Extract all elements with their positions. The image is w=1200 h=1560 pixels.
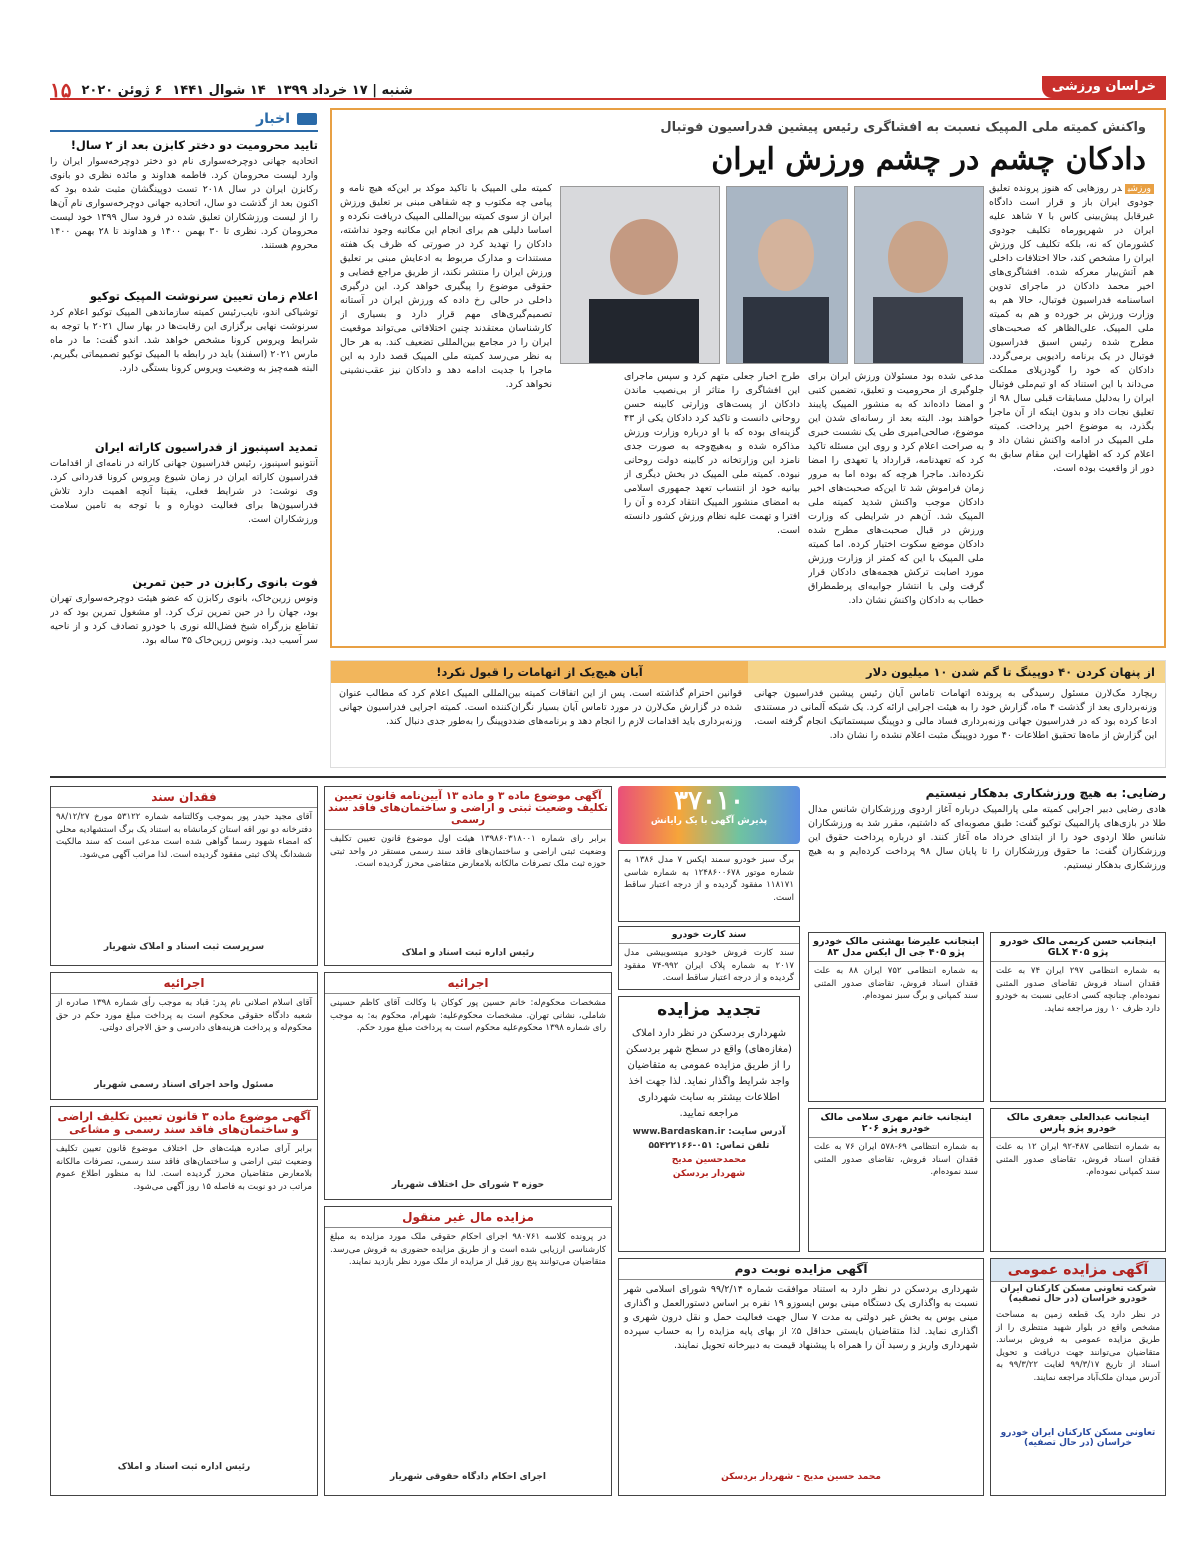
auction-second-ad — [618, 1258, 984, 1496]
news-headline: رضایی: به هیچ ورزشکاری بدهکار نیستیم — [925, 786, 1166, 800]
story-head-left: آبان هیچ‌یک از اتهامات را قبول نکرد! — [331, 661, 748, 683]
ad-text: در پرونده کلاسه ۹۸۰۷۶۱ اجرای احکام حقوقی ملک مورد مزایده به مبلغ کارشناسی ارزیابی شده است و از طریق مزایده حضوری به فروش می‌رسد. متقاضیان می‌توانند پنج روز قبل از مزایده از ملک مورد نظر بازدید نمایند. — [330, 1232, 607, 1267]
lost-document-ad — [50, 786, 318, 966]
article-column-3: طرح اخبار جعلی متهم کرد و سپس ماجرای این افشاگری را متاثر از بی‌نصیب ماندن دادکان از پست‌های وزارتی کابینه حسن روحانی دانست و تاکید کرد دادکان یکی از ۴۳ گزینه‌ای بوده که با او درباره وزارت ورزش مذاکره شده و به‌هیچ‌وجه به صورت جدی نامزد این وزارتخانه در کابینه دولت روحانی نبوده. کمیته ملی المپیک در بخش دیگری از بیانیه خود از انتساب تعهد جمهوری اسلامی به امضای منشور المپیک انتقاد کرده و آن را افترا و تهمت علیه نظام ورزش کشور دانسته است. — [624, 371, 800, 536]
notice-title: اینجانب حسن کریمی مالک خودرو پژو GLX ۴۰۵ — [991, 933, 1165, 962]
ad-title: آگهی موضوع ماده ۳ و ماده ۱۳ آیین‌نامه قانون تعیین تکلیف وضعیت ثبتی و اراضی و ساختمان‌های فاقد سند رسمی — [325, 787, 611, 830]
column-1-text: در روزهایی که هنوز پرونده تعلیق جودوی ایران باز و قرار است دادگاه غیرقابل پیش‌بینی کاس با ۷ شاهد علیه ایران در شهریورماه تکلیف جودوی کشورمان که نه، بلکه تکلیف کل ورزش ایران را مشخص کند، حالا اختلافات داخلی هم آتش‌بیار معرکه شده. افشاگری‌های اخیر محمد دادکان در ماجرای تدوین اساسنامه فدراسیون فوتبال، حالا هم به وزارت ورزش بر خورده و هم به کمیته ملی المپیک. علی‌الظاهر که صحبت‌های مطرح شده رئیس اسبق فدراسیون فوتبال در یک برنامه رادیویی برمی‌گردد. دادکان که خود را گودزیلای مملکت می‌داند با این استناد که او تیم‌ملی فوتبال ایران را به‌دلیل مسابقات قبلی سال ۹۸ از تعلیق نجات داد و بدون اینکه از آن ماجرا بگذرد، به موضوع اخیر پرداخت. کمیته ملی المپیک در ادامه واکنش نشان داد و اعلام کرد که اظهارات این مقام سابق به دور از واقعیت بوده است. — [989, 183, 1154, 474]
main-article — [330, 108, 1166, 648]
land-law-ad-2 — [324, 786, 612, 966]
story-headers — [331, 661, 1165, 683]
notice-text: به شماره انتظامی ۶۹-۵۷۸ ایران ۷۶ به علت فقدان اسناد فروش، تقاضای صدور المثنی سند نموده‌ام. — [814, 1142, 979, 1177]
car-notice — [618, 850, 800, 922]
news-headline: فوت بانوی رکابزن در حین تمرین — [132, 575, 318, 589]
ad-text: آقای اسلام اصلانی نام پدر: قباد به موجب رأی شماره ۱۳۹۸ صادره از شعبه دادگاه حقوقی محکوم است به پرداخت مبلغ مورد حکم در حق محکوم‌له و پرداخت هزینه‌های دادرسی و حق الاجرای دولتی. — [56, 998, 312, 1033]
section-divider — [50, 776, 1166, 778]
ad-text: شهرداری بردسکن در نظر دارد به استناد موافقت شماره ۹۹/۲/۱۴ شورای اسلامی شهر نسبت به واگذاری یک دستگاه مینی بوس ایسوزو ۱۹ نفره بر اساس دستورالعمل و اگذاری مینی بوس به بخش غیر دولتی به مدت ۷ سال جهت فعالیت حمل و نقل درون شهری و اگذاری نماید. لذا متقاضیان بایستی حداقل ۵٪ از بهای پایه مزایده را به حساب سپرده شهرداری واریز و رسید آن را همراه با پیشنهاد قیمت به دبیرخانه تحویل نمایند. — [624, 1284, 978, 1351]
news-headline: تایید محرومیت دو دختر کابزن بعد از ۲ سال! — [70, 138, 318, 152]
story-body-right: ریچارد مک‌لارن مسئول رسیدگی به پرونده اتهامات تاماس آیان رئیس پیشین فدراسیون جهانی وزنه‌برداری بعد از گذشت ۴ ماه، گزارش خود را به هیئت اجرایی ارائه کرد. یک شبکه آلمانی در مستندی ادعا کرده بود که در فدراسیون جهانی وزنه‌برداری فساد مالی و دوپینگ سیستماتیک انجام گرفته است. این گزارش از ماه‌ها تحقیق اطلاعات ۴۰ مورد دوپینگ مثبت اعلام نشده را نشان داد. — [754, 688, 1157, 741]
property-auction-ad — [324, 1206, 612, 1496]
ad-text: در نظر دارد یک قطعه زمین به مساحت مشخص واقع در بلوار شهید منتظری را از طریق مزایده عمومی به فروش برساند. متقاضیان می‌توانند جهت دریافت و تحویل اسناد از تاریخ ۹۹/۳/۱۷ لغایت ۹۹/۳/۲۲ به آدرس میدان ملک‌آباد مراجعه نمایند. — [996, 1310, 1160, 1383]
notice-text: برگ سبز خودرو سمند ایکس ۷ مدل ۱۳۸۶ به شماره موتور ۱۲۴۸۶۰۰۶۷۸ به شماره شاسی ۱۱۸۱۷۱ مفقود گردیده و از درجه اعتبار ساقط است. — [624, 855, 795, 903]
page-header — [50, 76, 1166, 100]
date-line — [50, 78, 413, 102]
public-auction-ad — [990, 1258, 1166, 1496]
article-column-2: مدعی شده بود مسئولان ورزش ایران برای جلوگیری از محرومیت و تعلیق، تضمین کتبی و امضا داده‌اند که به منشور المپیک پایبند خواهند بود. البته بعد از رسانه‌ای شدن این موضوع، صالحی‌امیری طی یک نشست خبری به صراحت اعلام کرد و روی این مسئله تاکید کرد که تعهدنامه، قرارداد یا تعهدی را امضا نکرده‌اند. ماجرا هرچه که بوده اما به مرور زمان فراموش شد تا این‌که صحبت‌های اخیر دادکان موجب واکنش شدید کمیته ملی المپیک شد. آن‌هم در شرایطی که وزارت ورزش در قبال صحبت‌های مطرح شده دادکان موضع سکوت اختیار کرده. اما کمیته ملی المپیک با این که کمتر از وزارت ورزش مورد اصابت ترکش هجمه‌های دادکان قرار گرفت ولی با انتشار جوابیه‌ای پرطمطراق خطاب به دادکان واکنش نشان داد. — [808, 371, 984, 606]
article-column-1 — [989, 182, 1154, 642]
ad-phone: تلفن تماس: ۰۵۱-۵۵۴۲۲۱۶۶ — [648, 1141, 770, 1151]
news-body: ونوس زرین‌خاک، بانوی رکابزن که عضو هیئت دوچرخه‌سواری تهران بود، جهان را در حین تمرین ترک کرد. او مشغول تمرین بود که در تقاطع بزرگراه شیخ فضل‌الله نوری با خودرو تصادف کرد و از ناحیه سر آسیب دید. ونوس زرین‌خاک ۳۵ ساله بود. — [50, 593, 318, 646]
ad-sign: سرپرست ثبت اسناد و املاک شهریار — [103, 942, 265, 952]
ad-title: تجدید مزایده — [657, 1000, 761, 1020]
auction-ad — [618, 996, 800, 1252]
news-header — [50, 108, 318, 132]
ad-text: شهرداری بردسکن در نظر دارد املاک (مغازه‌های) واقع در سطح شهر بردسکن را از طریق مزایده عمومی به متقاضیان واجد شرایط واگذار نماید. لذا جهت اخذ اطلاعات بیشتر به سایت شهرداری مراجعه نمایید. — [626, 1028, 792, 1119]
news-body: اتحادیه جهانی دوچرخه‌سواری نام دو دختر دوچرخه‌سوار ایران را وارد لیست محرومان کرد. فاطمه هداوند و مائده نظری دو بانوی رکابزن ایران در سال ۲۰۱۸ تست دوپینگشان مثبت شده بود که اکنون بعد از گذشت دو سال، اتحادیه جهانی دوچرخه‌سواری نام آن‌ها را از لیست ورزشکاران تعلیق شده در فرود سال ۱۳۹۹ خود لیست محرومان کرد. نظری تا ۳۰ بهمن ۱۴۰۰ و هداوند تا ۲۸ بهمن ۱۴۰۰ محروم هستند. — [50, 156, 318, 251]
notice-text: به شماره انتظامی ۲۹۷ ایران ۷۴ به علت فقدان اسناد فروش تقاضای صدور المثنی نموده‌ام. چنانچه کسی ادعایی نسبت به خودرو دارد ظرف ۱۰ روز مراجعه نماید. — [996, 966, 1160, 1014]
ad-sign-name: محمدحسین مدیح — [671, 1155, 747, 1165]
ad-sign: تعاونی مسکن کارکنان ایران خودرو خراسان (در حال تصفیه) — [1000, 1428, 1156, 1448]
ad-sign: حوزه ۳ شورای حل اختلاف شهریار — [391, 1180, 545, 1190]
news-headline: تمدید اسپنبوز از فدراسیون کاراته ایران — [94, 440, 318, 454]
news-body: هادی رضایی دبیر اجرایی کمیته ملی پارالمپیک درباره آغاز اردوی ورزشکاران شانس مدال طلا در بازی‌های پارالمپیک توکیو گفت: طبق مصوبه‌ای که داشتیم، مقرر شد به ورزشکاران شانس طلا اردوی خود را از ابتدای خرداد ماه آغاز کنند. او درباره پرداخت حقوق این ورزشکاران گفت: ما حقوق ورزشکاران را تا پایان سال ۹۸ پرداخت کرده‌ایم و به هیچ ورزشکاری بدهکار نیستیم. — [808, 804, 1166, 871]
article-title: دادکان چشم در چشم ورزش ایران — [711, 142, 1146, 177]
execution-ad — [50, 972, 318, 1100]
ad-title: فقدان سند — [51, 787, 317, 808]
execution-ad-2 — [324, 972, 612, 1200]
promo-number: ۳۷۰۱۰ — [674, 786, 744, 816]
ad-text: برابر رای شماره ۱۳۹۸۶۰۳۱۸۰۰۱ هیئت اول موضوع قانون تعیین تکلیف وضعیت ثبتی اراضی و ساختمان‌های فاقد سند رسمی مستقر در واحد ثبتی حوزه ثبت ملک تصرفات مالکانه بلامعارض متقاضی محرز گردیده است. — [330, 834, 606, 869]
ad-site: آدرس سایت: www.Bardaskan.ir — [632, 1127, 786, 1137]
ad-title: اجرائیه — [325, 973, 611, 994]
notice-title: اینجانب علیرضا بهشتی مالک خودرو پژو ۴۰۵ جی ال ایکس مدل ۸۳ — [809, 933, 983, 962]
story-head-right: از پنهان کردن ۴۰ دوپینگ تا گم شدن ۱۰ میلیون دلار — [748, 661, 1165, 683]
weightlifting-story — [330, 660, 1166, 768]
news-sidebar — [50, 108, 318, 768]
date-persian: شنبه | ۱۷ خرداد ۱۳۹۹ — [275, 82, 413, 98]
date-hijri: ۱۴ شوال ۱۴۴۱ — [172, 82, 266, 98]
ad-text: برابر آرای صادره هیئت‌های حل اختلاف موضوع قانون تعیین تکلیف وضعیت ثبتی اراضی و ساختمان‌های فاقد سند رسمی، تصرفات مالکانه بلامعارض متقاضیان محرز گردیده است. لذا به منظور اطلاع عموم مراتب در دو نوبت به فاصله ۱۵ روز آگهی می‌شود. — [56, 1144, 312, 1192]
notice-title: اینجانب خانم مهری سلامی مالک خودرو پژو ۲۰۶ — [809, 1109, 983, 1138]
news-headline: اعلام زمان تعیین سرنوشت المپیک توکیو — [89, 289, 318, 303]
notice-text: به شماره انتظامی ۴۸۷-۹۲ ایران ۱۲ به علت فقدان اسناد فروش، تقاضای صدور المثنی سند کمپانی نموده‌ام. — [996, 1142, 1161, 1177]
ad-sign-title: شهردار بردسکن — [672, 1169, 746, 1179]
rezaei-news — [808, 786, 1166, 928]
ad-sign: رئیس اداره ثبت اسناد و املاک — [401, 948, 535, 958]
news-icon — [296, 111, 318, 127]
ad-sign: اجرای احکام دادگاه حقوقی شهریار — [389, 1472, 546, 1482]
story-body-left: قوانین احترام گذاشته است. پس از این اتفاقات کمیته بین‌المللی المپیک اعلام کرد که مطالب عنوان شده در گزارش مک‌لارن در مورد تاماس آیان بسیار نگران‌کننده است. کمیته اجرایی فدراسیون جهانی وزنه‌برداری باید اقدامات لازم را انجام دهد و برنامه‌های ضددوپینگ را به‌طور جدی دنبال کند. — [339, 688, 742, 727]
ad-sign: رئیس اداره ثبت اسناد و املاک — [117, 1462, 251, 1472]
ad-title: اجرائیه — [51, 973, 317, 994]
car-notice — [990, 932, 1166, 1102]
notice-title: اینجانب عبدالعلی جعفری مالک خودرو پژو پارس — [991, 1109, 1165, 1138]
ad-title: مزایده مال غیر منقول — [325, 1207, 611, 1228]
notice-text: سند کارت فروش خودرو میتسوبیشی مدل ۲۰۱۷ به شماره پلاک ایران ۹۹۲-۷۴ مفقود گردیده و از درجه اعتبار ساقط است. — [624, 948, 795, 983]
ad-title: آگهی مزایده نوبت دوم — [619, 1259, 983, 1280]
ad-text: مشخصات محکوم‌له: خانم حسین پور کوکان با وکالت آقای کاظم حسینی شاملی، نشانی تهران. مشخصات محکوم‌علیه: شهرام، محکوم به: به موجب رای شماره ۱۳۹۸ محکوم‌علیه محکوم است به پرداخت مبلغ مورد حکم. — [330, 998, 606, 1033]
promo-sub: پذیرش آگهی با یک رایانش — [650, 816, 768, 826]
car-notice — [808, 932, 984, 1102]
photo-person-1 — [854, 186, 984, 364]
news-body: توشیاکی اندو، نایب‌رئیس کمیته سازماندهی المپیک توکیو اعلام کرد سرنوشت نهایی برگزاری این رقابت‌ها در بهار سال ۲۰۲۱ با توجه به شرایط ویروس کرونا مشخص خواهد شد. اندو گفت: ما در ماه مارس ۲۰۲۱ (اسفند) باید در رابطه با المپیک توکیو تصمیماتی بگیریم. البته همه‌چیز به وضعیت ویروس کرونا بستگی دارد. — [50, 307, 318, 374]
ad-subtitle: شرکت تعاونی مسکن کارکنان ایران خودرو خراسان (در حال تصفیه) — [999, 1284, 1157, 1304]
land-law-ad — [50, 1106, 318, 1496]
photo-person-2 — [726, 186, 848, 364]
section-badge: ورزشی — [1125, 184, 1154, 194]
sms-promo — [618, 786, 800, 844]
ad-sign: محمد حسین مدیح - شهردار بردسکن — [721, 1472, 881, 1482]
date-gregorian: ۶ ژوئن ۲۰۲۰ — [81, 82, 163, 98]
article-column-4: کمیته ملی المپیک با تاکید موکد بر این‌که هیچ نامه و پیامی چه مکتوب و چه شفاهی مبنی بر تعلیق ورزش ایران از سوی کمیته بین‌المللی المپیک دریافت نکرده و اساسا دلیلی هم برای انجام این مکاتبه وجود نداشته، دادکان را تهدید کرد در صورتی که ظرف یک هفته مستندات و مدارک مربوط به ادعایش مبنی بر تعلیق ورزش ایران را منتشر نکند، از طریق مراجع قضایی و حقوقی موضوع را پیگیری خواهد کرد. این درگیری داخلی در حالی رخ داده که ورزش ایران در آستانه تصمیم‌گیری‌های مهم قرار دارد و بسیاری از کارشناسان معتقدند چنین اختلافاتی می‌تواند موقعیت ایران را در مجامع بین‌المللی تضعیف کند. به هر حال به نظر می‌رسد کمیته ملی المپیک قصد دارد به این ماجرا با جدیت ادامه دهد و دادکان نیز عقب‌نشینی نخواهد کرد. — [340, 183, 552, 390]
ad-title: آگهی موضوع ماده ۳ قانون تعیین تکلیف اراضی و ساختمان‌های فاقد سند رسمی و مشاعی — [51, 1107, 317, 1140]
notice-title: سند کارت خودرو — [619, 927, 799, 944]
ad-title: آگهی مزایده عمومی — [991, 1259, 1165, 1282]
photo-person-3 — [560, 186, 720, 364]
section-brand: خراسان ورزشی — [1042, 76, 1166, 98]
news-title: اخبار — [256, 111, 290, 127]
page-number: ۱۵ — [50, 78, 72, 102]
ad-text: آقای مجید حیدر پور بموجب وکالتنامه شماره ۵۳۱۲۲ مورخ ۹۸/۱۲/۲۷ دفترخانه دو نور اقه استان کرمانشاه به استناد یک برگ استشهادیه محلی که امضاء شهود رسما گواهی شده است مدعی است که سند مالکیت ششدانگ پلاک ثبتی مفقود گردیده است. لذا مراتب آگهی می‌شود. — [56, 812, 312, 860]
ad-sign: مسئول واحد اجرای اسناد رسمی شهریار — [94, 1080, 274, 1090]
article-kicker: واکنش کمیته ملی المپیک نسبت به افشاگری رئیس پیشین فدراسیون فوتبال — [660, 120, 1146, 135]
car-notice — [618, 926, 800, 990]
news-body: آنتونیو اسپنبوز، رئیس فدراسیون جهانی کاراته در نامه‌ای از اقدامات فدراسیون کاراته ایران در زمان شیوع ویروس کرونا قدردانی کرد. وی نوشت: در شرایط فعلی، یقینا آنچه اهمیت دارد تلاش فدراسیون‌ها برای فعالیت دوباره و با توجه به تامین سلامت ورزشکاران است. — [50, 458, 318, 525]
car-notice — [990, 1108, 1166, 1252]
notice-text: به شماره انتظامی ۷۵۲ ایران ۸۸ به علت فقدان اسناد فروش، تقاضای صدور المثنی سند کمپانی و برگ سبز نموده‌ام. — [814, 966, 978, 1001]
car-notice — [808, 1108, 984, 1252]
